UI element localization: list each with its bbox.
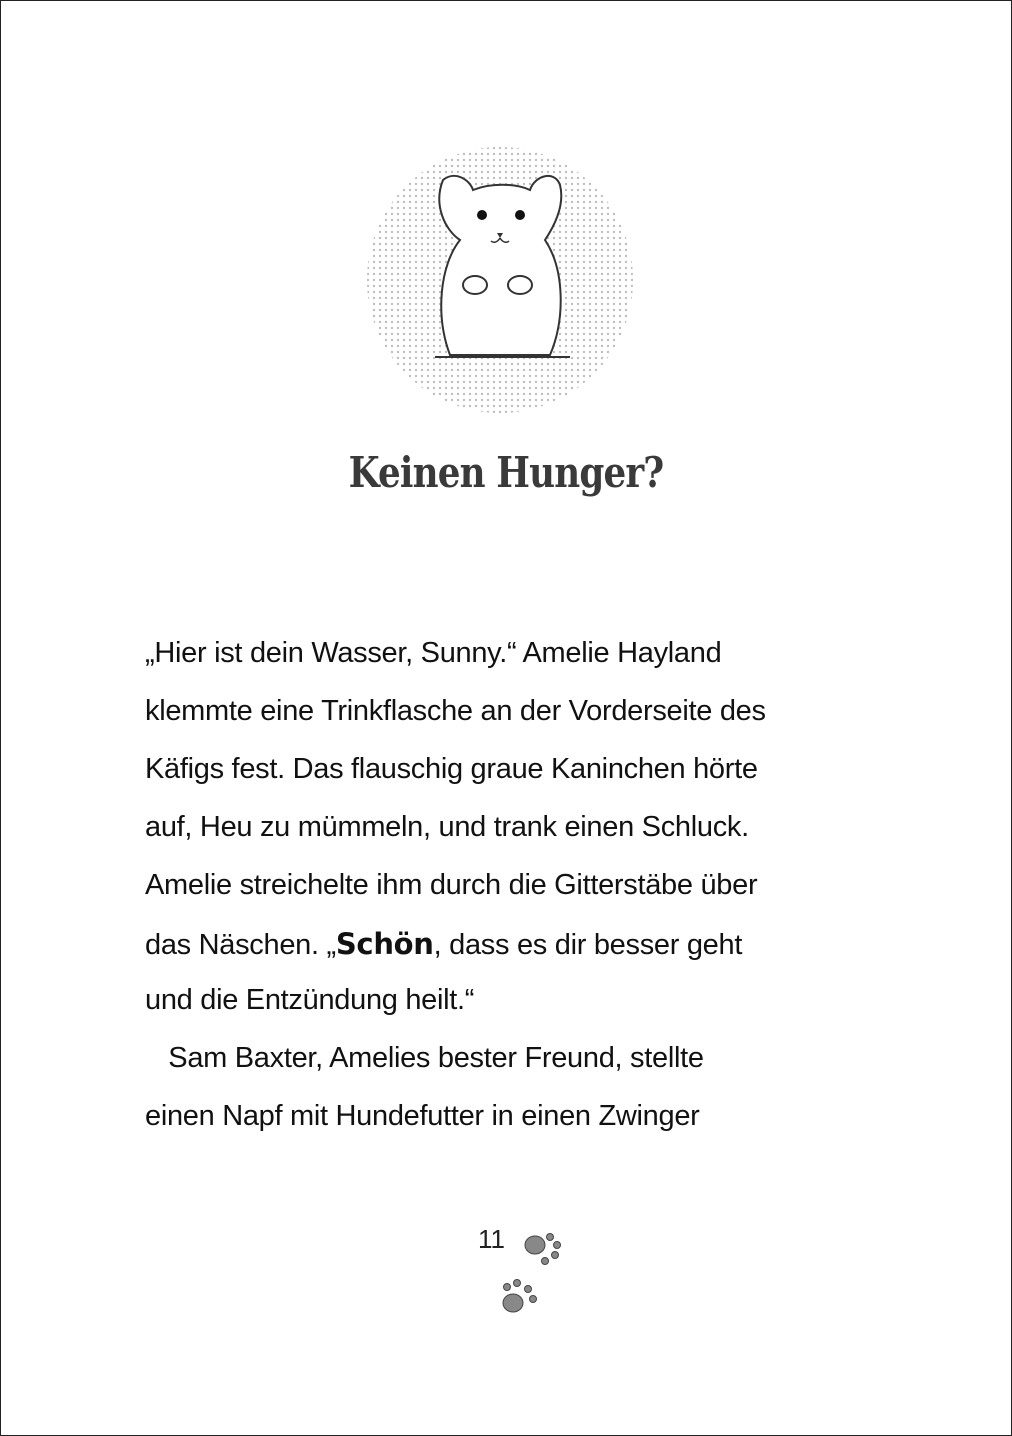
body-text: das Näschen. „	[145, 929, 336, 961]
body-text: , dass es dir besser geht	[433, 929, 743, 961]
page-number: 11	[478, 1224, 505, 1254]
body-line	[145, 927, 742, 962]
body-line: Sam Baxter, Amelies bester Freund, stellte	[145, 1042, 704, 1074]
body-line: und die Entzündung heilt.“	[145, 984, 475, 1016]
paw-prints-icon	[495, 1225, 580, 1320]
body-line: klemmte eine Trinkflasche an der Vorderseite des	[145, 695, 766, 727]
chapter-title: Keinen Hunger?	[348, 448, 664, 497]
body-line: „Hier ist dein Wasser, Sunny.“ Amelie Hayland	[145, 637, 722, 669]
bold-word: Schön	[335, 927, 434, 961]
body-line: Amelie streichelte ihm durch die Gitterstäbe über	[145, 869, 758, 901]
hamster-illustration	[365, 145, 635, 415]
body-line: auf, Heu zu mümmeln, und trank einen Schluck.	[145, 811, 749, 843]
body-line: einen Napf mit Hundefutter in einen Zwinger	[145, 1100, 700, 1132]
body-line: Käfigs fest. Das flauschig graue Kaninchen hörte	[145, 753, 758, 785]
